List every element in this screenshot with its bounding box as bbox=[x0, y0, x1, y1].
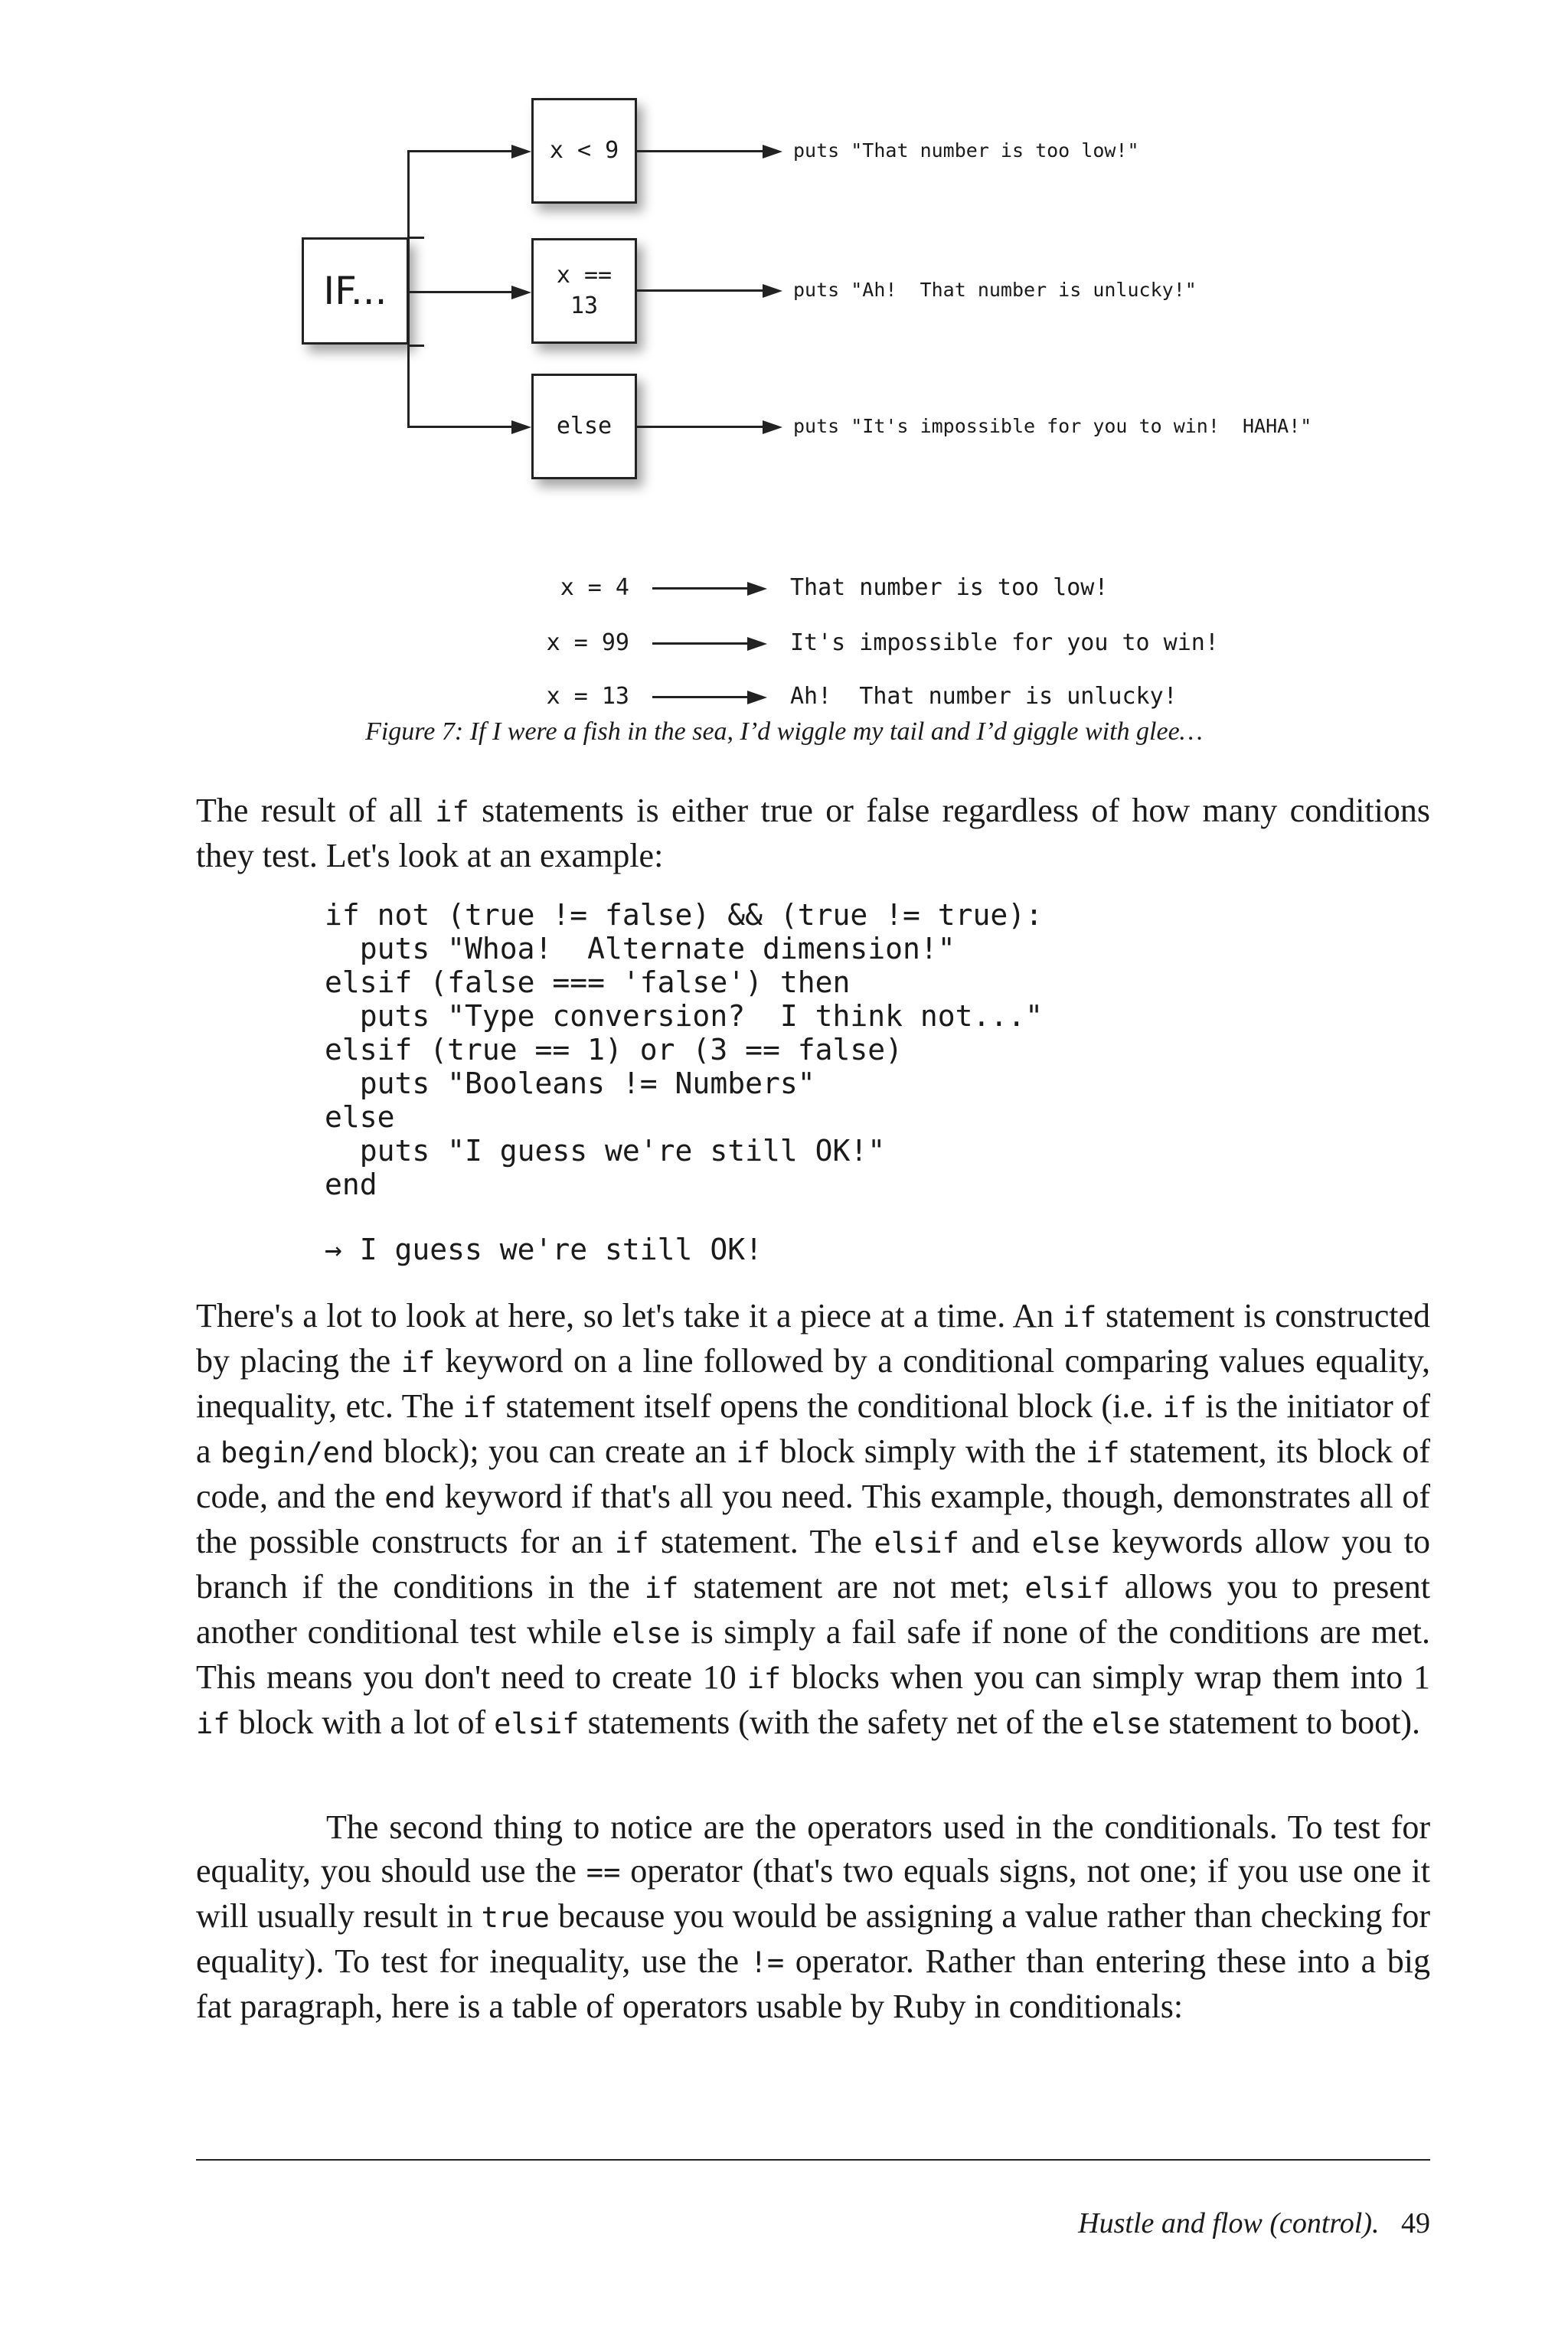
arrow-line bbox=[652, 642, 752, 645]
connector-line bbox=[409, 345, 424, 347]
code-output: → I guess we're still OK! bbox=[325, 1233, 763, 1266]
paragraph-if-explanation: There's a lot to look at here, so let's take it a piece at a time. An if statement is constructed by placing the if keyword on a line followed by a conditional comparing values equality, inequality, etc. The if statement itself opens the conditional block (i.e. if is the initiator of a begin/end block); you can create an if block simply with the if statement, its block of code, and the end keyword if that's all you need. This example, though, demonstrates all of the possible constructs for an if statement. The elsif and else keywords allow you to branch if the conditions in the if statement are not met; elsif allows you to present another conditional test while else is simply a fail safe if none of the conditions are met. This means you don't need to create 10 if blocks when you can simply wrap them into 1 if block with a lot of elsif statements (with the safety net of the else statement to boot). bbox=[196, 1297, 1431, 1741]
page-footer bbox=[1063, 2173, 1430, 2240]
if-box bbox=[302, 237, 409, 345]
connector-line bbox=[409, 237, 424, 239]
arrow-line bbox=[652, 696, 752, 698]
example-input: x = 4 bbox=[560, 574, 629, 601]
paragraph-operators: The second thing to notice are the operators used in the conditionals. To test for equality, you should use the == operator (that's two equals signs, not one; if you use one it will usually result in true because you would be assigning a value rather than checking for equality). To test for inequality, use the != operator. Rather than entering these into a big fat paragraph, here is a table of operators usable by Ruby in conditionals: bbox=[196, 1808, 1431, 2025]
connector-line bbox=[407, 150, 410, 427]
arrow-line bbox=[652, 587, 752, 590]
arrowhead bbox=[763, 284, 782, 298]
arrow-line bbox=[637, 289, 767, 292]
arrowhead bbox=[747, 582, 767, 596]
flowchart-figure bbox=[0, 0, 1568, 750]
paragraph-intro: The result of all if statements is either true or false regardless of how many conditions they test. Let's look at an example: bbox=[196, 792, 1430, 874]
if-box-label: IF... bbox=[323, 269, 387, 313]
arrowhead bbox=[763, 420, 782, 434]
arrow-line bbox=[637, 150, 767, 152]
arrowhead bbox=[511, 145, 531, 158]
footer-divider bbox=[196, 2159, 1430, 2161]
example-input: x = 99 bbox=[546, 629, 629, 656]
code-example: if not (true != false) && (true != true): puts "Whoa! Alternate dimension!" elsif (false === 'false') then puts "Type conversion? I think not..." elsif (true == 1) or (3 == false) puts "Booleans != Numbers" else puts "I guess we're still OK!" end bbox=[325, 898, 1043, 1201]
page-number: 49 bbox=[1401, 2207, 1430, 2239]
arrowhead bbox=[747, 637, 767, 651]
arrowhead bbox=[511, 420, 531, 434]
example-result: It's impossible for you to win! bbox=[790, 629, 1219, 656]
branch-output: puts "Ah! That number is unlucky!" bbox=[793, 279, 1197, 301]
connector-line bbox=[407, 150, 521, 152]
condition-box-equals: x == 13 bbox=[531, 238, 637, 344]
example-result: That number is too low! bbox=[790, 574, 1109, 601]
branch-output: puts "That number is too low!" bbox=[793, 139, 1139, 162]
branch-output: puts "It's impossible for you to win! HAHA!" bbox=[793, 415, 1312, 437]
example-input: x = 13 bbox=[546, 683, 629, 710]
example-result: Ah! That number is unlucky! bbox=[790, 683, 1178, 710]
arrowhead bbox=[747, 691, 767, 704]
arrowhead bbox=[511, 286, 531, 299]
condition-box-else: else bbox=[531, 374, 637, 479]
arrowhead bbox=[763, 145, 782, 158]
running-title: Hustle and flow (control). bbox=[1078, 2207, 1380, 2239]
figure-caption: Figure 7: If I were a fish in the sea, I’d wiggle my tail and I’d giggle with glee… bbox=[365, 717, 1203, 746]
connector-line bbox=[409, 291, 521, 293]
connector-line bbox=[407, 426, 521, 428]
arrow-line bbox=[637, 426, 767, 428]
condition-box-less-than: x < 9 bbox=[531, 98, 637, 204]
